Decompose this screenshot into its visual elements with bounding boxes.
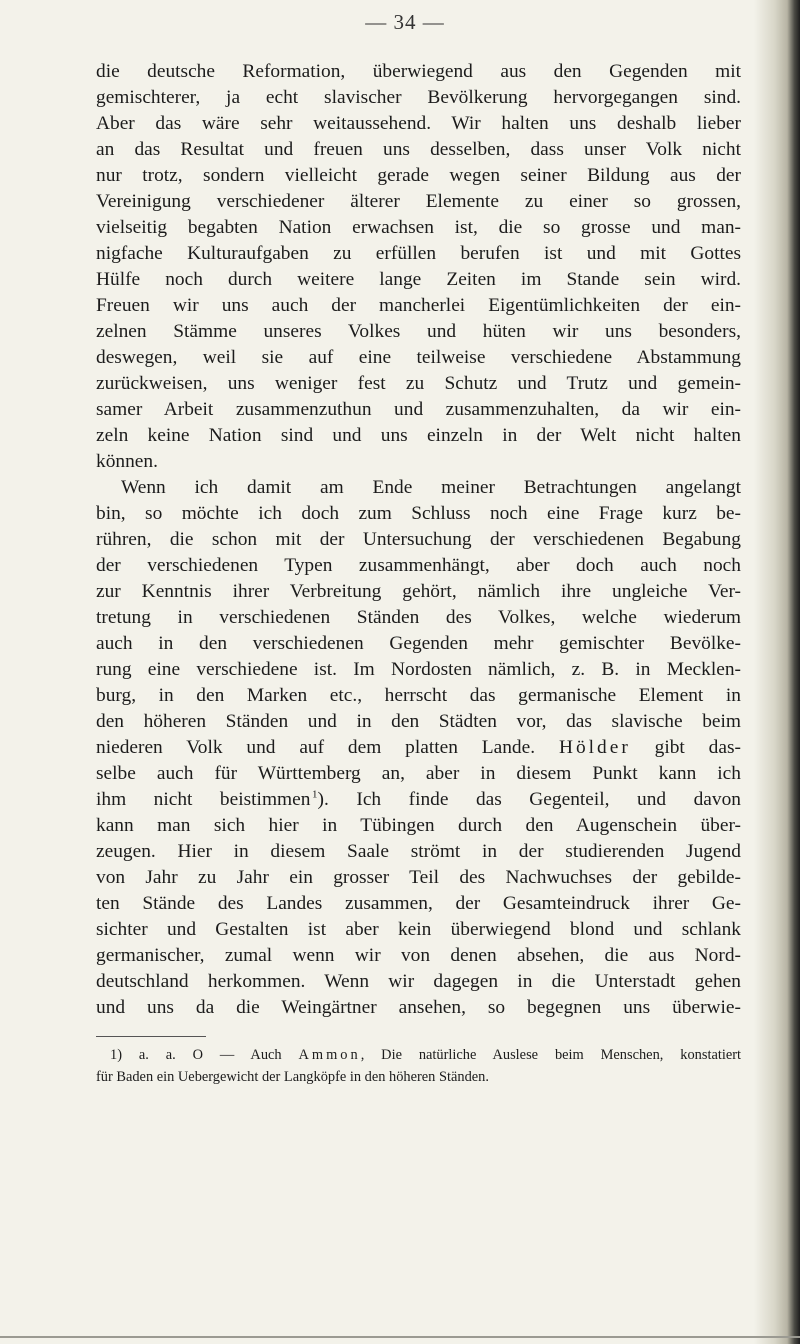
text-line: selbe auch für Württemberg an, aber in diesem Punkt kann ich (96, 763, 741, 784)
footnote-reference[interactable]: 1 (312, 788, 318, 801)
footnote-segment: 1) a. a. O — Auch (110, 1047, 282, 1063)
text-line: nigfache Kulturaufgaben zu erfüllen berufen ist und mit Gottes (96, 243, 741, 264)
text-line: zurückweisen, uns weniger fest zu Schutz und Trutz und gemein- (96, 373, 741, 394)
text-line: zeugen. Hier in diesem Saale strömt in der studierenden Jugend (96, 841, 741, 862)
author-name-spaced: Hölder (558, 737, 631, 758)
text-line: germanischer, zumal wenn wir von denen absehen, die aus Nord- (96, 945, 741, 966)
text-line: deutschland herkommen. Wenn wir dagegen in die Unterstadt gehen (96, 971, 741, 992)
text-line: nur trotz, sondern vielleicht gerade wegen seiner Bildung aus der (96, 165, 741, 186)
text-line: der verschiedenen Typen zusammenhängt, aber doch auch noch (96, 555, 741, 576)
text-segment: ihm nicht beistimmen (96, 789, 311, 810)
text-line: Freuen wir uns auch der mancherlei Eigentümlichkeiten der ein- (96, 295, 741, 316)
text-line: rühren, die schon mit der Untersuchung der verschiedenen Begabung (96, 529, 741, 550)
text-line: ten Stände des Landes zusammen, der Gesamteindruck ihrer Ge- (96, 893, 741, 914)
text-line: zur Kenntnis ihrer Verbreitung gehört, nämlich ihre ungleiche Ver- (96, 581, 741, 602)
footnote-line (96, 1044, 741, 1066)
text-line: kann man sich hier in Tübingen durch den Augenschein über- (96, 815, 741, 836)
text-line: Aber das wäre sehr weitaussehend. Wir halten uns deshalb lieber (96, 113, 741, 134)
text-line: zelnen Stämme unseres Volkes und hüten wir uns besonders, (96, 321, 741, 342)
text-line: die deutsche Reformation, überwiegend aus den Gegenden mit (96, 61, 741, 82)
body-text (96, 59, 741, 1021)
text-line: zeln keine Nation sind und uns einzeln in der Welt nicht halten (96, 425, 741, 446)
page-number: — 34 — (365, 10, 445, 34)
book-binding-edge (754, 0, 800, 1344)
text-line: Hülfe noch durch weitere lange Zeiten im Stande sein wird. (96, 269, 741, 290)
text-line: gemischterer, ja echt slavischer Bevölkerung hervorgegangen sind. (96, 87, 741, 108)
text-segment: niederen Volk und auf dem platten Lande. (96, 737, 536, 758)
text-line: und uns da die Weingärtner ansehen, so begegnen uns überwie- (96, 997, 741, 1018)
text-line: den höheren Ständen und in den Städten vor, das slavische beim (96, 711, 741, 732)
page-bottom-edge (0, 1336, 800, 1338)
text-line: Vereinigung verschiedener älterer Elemente zu einer so grossen, (96, 191, 741, 212)
text-line: sichter und Gestalten ist aber kein überwiegend blond und schlank (96, 919, 741, 940)
footnote-divider (96, 1036, 206, 1037)
text-line: bin, so möchte ich doch zum Schluss noch eine Frage kurz be- (96, 503, 741, 524)
text-line: rung eine verschiedene ist. Im Nordosten nämlich, z. B. in Mecklen- (96, 659, 741, 680)
text-line: von Jahr zu Jahr ein grosser Teil des Nachwuchses der gebilde- (96, 867, 741, 888)
paragraph-end-line: können. (96, 451, 158, 472)
text-line: deswegen, weil sie auf eine teilweise verschiedene Abstammung (96, 347, 741, 368)
footnote-line: für Baden ein Uebergewicht der Langköpfe in den höheren Ständen. (96, 1069, 489, 1085)
text-segment: gibt das- (654, 737, 741, 758)
text-line-with-footnote: ihm nicht beistimmen $^1$). Ich finde das Gegenteil, und davon (96, 788, 741, 810)
text-line: tretung in verschiedenen Ständen des Volkes, welche wiederum (96, 607, 741, 628)
text-line: burg, in den Marken etc., herrscht das germanische Element in (96, 685, 741, 706)
footnote-segment: , Die natürliche Auslese beim Menschen, konstatiert (360, 1047, 742, 1063)
text-line: auch in den verschiedenen Gegenden mehr gemischter Bevölke- (96, 633, 741, 654)
footnote-author-spaced: Ammon (298, 1047, 361, 1063)
text-line: samer Arbeit zusammenzuthun und zusammenzuhalten, da wir ein- (96, 399, 741, 420)
text-segment: . Ich finde das Gegenteil, und davon (324, 789, 741, 810)
footnotes (96, 1044, 741, 1088)
paragraph-start-line: Wenn ich damit am Ende meiner Betrachtungen angelangt (121, 477, 741, 498)
text-line: an das Resultat und freuen uns desselben, dass unser Volk nicht (96, 139, 741, 160)
text-line-with-author (96, 735, 741, 761)
text-line: vielseitig begabten Nation erwachsen ist, die so grosse und man- (96, 217, 741, 238)
